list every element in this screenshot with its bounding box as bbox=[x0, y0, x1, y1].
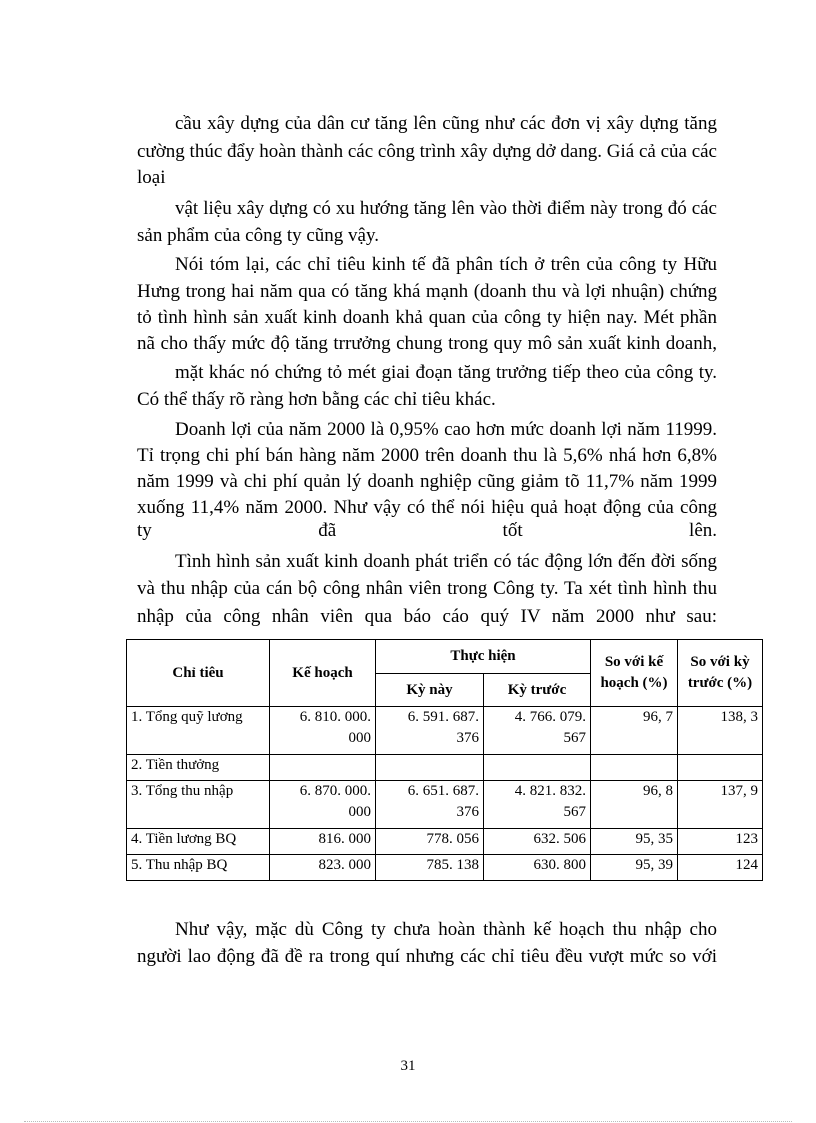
cell-so-kh: 96, 8 bbox=[591, 781, 678, 829]
header-chi-tieu: Chỉ tiêu bbox=[127, 640, 270, 707]
cell-so-kt: 123 bbox=[678, 829, 763, 855]
cell-empty bbox=[678, 755, 763, 781]
header-so-voi-ke-hoach: So với kế hoạch (%) bbox=[591, 640, 678, 707]
text-line: cường thúc đẩy hoàn thành các công trình xây dựng dở dang. Giá cả của các bbox=[137, 141, 717, 162]
text-line: loại bbox=[137, 167, 166, 188]
row-label: 4. Tiền lương BQ bbox=[127, 829, 270, 855]
table-row bbox=[127, 829, 763, 855]
page-number: 31 bbox=[400, 1058, 416, 1074]
row-label: 3. Tổng thu nhập bbox=[127, 781, 270, 829]
cell-ke-hoach: 823. 000 bbox=[270, 855, 376, 881]
text-line: người lao động đã đề ra trong quí nhưng các chỉ tiêu đều vượt mức so với bbox=[137, 946, 717, 967]
text-line: vật liệu xây dựng có xu hướng tăng lên vào thời điểm này trong đó các bbox=[175, 198, 717, 219]
text-line: nhập của công nhân viên qua báo cáo quý IV năm 2000 như sau: bbox=[137, 606, 717, 627]
header-ke-hoach: Kế hoạch bbox=[270, 640, 376, 707]
text-line: Hưng trong hai năm qua có tăng khá mạnh (doanh thu và lợi nhuận) chứng bbox=[137, 281, 717, 302]
text-line: Tỉ trọng chi phí bán hàng năm 2000 trên doanh thu là 5,6% nhá hơn 6,8% bbox=[137, 445, 717, 466]
cell-ke-hoach: 816. 000 bbox=[270, 829, 376, 855]
cell-ky-truoc: 630. 800 bbox=[484, 855, 591, 881]
cell-so-kt: 137, 9 bbox=[678, 781, 763, 829]
cell-empty bbox=[270, 755, 376, 781]
table-row bbox=[127, 707, 763, 755]
header-thuc-hien: Thực hiện bbox=[376, 640, 591, 674]
text-line: Có thể thấy rõ ràng hơn bằng các chỉ tiêu khác. bbox=[137, 389, 496, 410]
cell-ky-nay: 6. 651. 687. 376 bbox=[376, 781, 484, 829]
text-line: sản phẩm của công ty cũng vậy. bbox=[137, 225, 379, 246]
cell-ky-truoc: 4. 821. 832. 567 bbox=[484, 781, 591, 829]
cell-ke-hoach: 6. 810. 000. 000 bbox=[270, 707, 376, 755]
cell-ky-nay: 778. 056 bbox=[376, 829, 484, 855]
text-line: tỏ tình hình sản xuất kinh doanh khả quan của công ty hiện nay. Mét phần bbox=[137, 307, 717, 328]
header-ky-truoc: Kỳ trước bbox=[484, 674, 591, 707]
row-label: 5. Thu nhập BQ bbox=[127, 855, 270, 881]
text-line: năm 1999 và chi phí quản lý doanh nghiệp cũng giảm tõ 11,7% năm 1999 bbox=[137, 471, 717, 492]
text-line: Nói tóm lại, các chỉ tiêu kinh tế đã phân tích ở trên của công ty Hữu bbox=[175, 254, 717, 275]
cell-so-kt: 138, 3 bbox=[678, 707, 763, 755]
header-ky-nay: Kỳ này bbox=[376, 674, 484, 707]
row-label: 1. Tổng quỹ lương bbox=[127, 707, 270, 755]
cell-so-kh: 96, 7 bbox=[591, 707, 678, 755]
cell-so-kt: 124 bbox=[678, 855, 763, 881]
text-line: Như vậy, mặc dù Công ty chưa hoàn thành kế hoạch thu nhập cho bbox=[175, 919, 717, 940]
text-line: cầu xây dựng của dân cư tăng lên cũng như các đơn vị xây dựng tăng bbox=[175, 113, 717, 134]
text-line: nã cho thấy mức độ tăng trrưởng chung trong quy mô sản xuất kinh doanh, bbox=[137, 333, 717, 354]
text-line: ty đã tốt lên. bbox=[137, 520, 717, 541]
cell-empty bbox=[376, 755, 484, 781]
cell-ky-nay: 785. 138 bbox=[376, 855, 484, 881]
text-line: Doanh lợi của năm 2000 là 0,95% cao hơn mức doanh lợi năm 11999. bbox=[175, 419, 717, 440]
cell-empty bbox=[591, 755, 678, 781]
cell-ky-truoc: 632. 506 bbox=[484, 829, 591, 855]
income-table bbox=[126, 639, 763, 881]
table-row bbox=[127, 755, 763, 781]
cell-empty bbox=[484, 755, 591, 781]
text-line: Tình hình sản xuất kinh doanh phát triển có tác động lớn đến đời sống bbox=[175, 551, 717, 572]
cell-so-kh: 95, 39 bbox=[591, 855, 678, 881]
table-row bbox=[127, 855, 763, 881]
cell-ky-truoc: 4. 766. 079. 567 bbox=[484, 707, 591, 755]
table-row bbox=[127, 781, 763, 829]
text-line: mặt khác nó chứng tỏ mét giai đoạn tăng trưởng tiếp theo của công ty. bbox=[175, 362, 717, 383]
text-line: và thu nhập của cán bộ công nhân viên trong Công ty. Ta xét tình hình thu bbox=[137, 578, 717, 599]
header-so-voi-ky-truoc: So với kỳ trước (%) bbox=[678, 640, 763, 707]
cell-so-kh: 95, 35 bbox=[591, 829, 678, 855]
page-edge-divider bbox=[24, 1121, 792, 1122]
cell-ke-hoach: 6. 870. 000. 000 bbox=[270, 781, 376, 829]
text-line: xuống 11,4% năm 2000. Như vậy có thể nói hiệu quả hoạt động của công bbox=[137, 497, 717, 518]
cell-ky-nay: 6. 591. 687. 376 bbox=[376, 707, 484, 755]
row-label: 2. Tiền thưởng bbox=[127, 755, 270, 781]
